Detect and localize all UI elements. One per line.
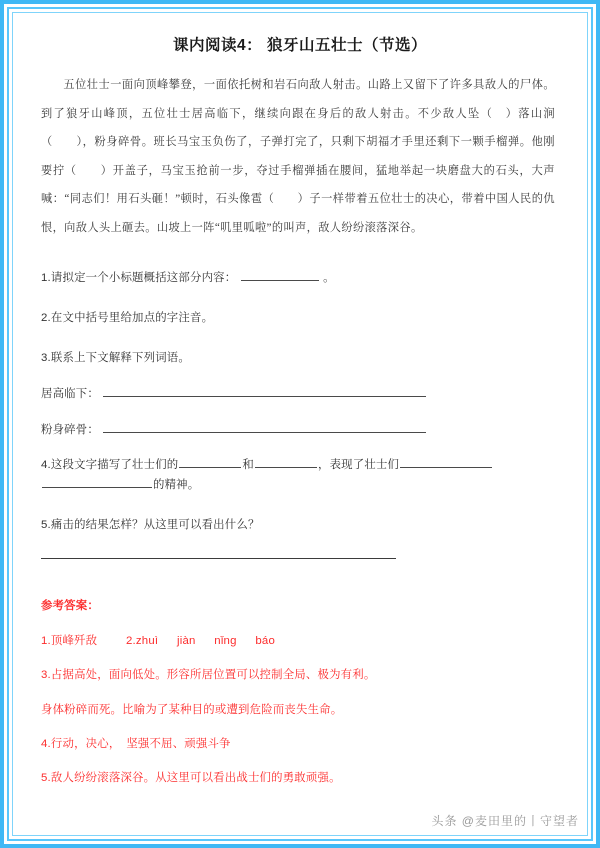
watermark-credit: 头条 @麦田里的丨守望者 <box>431 814 579 828</box>
answer-key-section <box>41 597 559 788</box>
vocabulary-term-2-blank[interactable] <box>103 420 426 433</box>
question-1-text: 1.请拟定一个小标题概括这部分内容： <box>41 272 237 285</box>
questions-section <box>41 268 559 559</box>
answer-key-heading: 参考答案： <box>41 599 99 612</box>
answer-2-pinyin-2: jiàn <box>177 635 196 648</box>
answer-2-pinyin-4: báo <box>255 635 275 648</box>
question-5-text: 5.痛击的结果怎样？从这里可以看出什么？ <box>41 519 260 532</box>
answer-2-pinyin-1: 2.zhuì <box>126 635 159 648</box>
question-4-text-part-3: ，表现了壮士们 <box>318 459 400 472</box>
answer-row-3-line-1: 3.占据高处，面向低处。形容所居位置可以控制全局、极为有利。 <box>41 669 376 682</box>
vocabulary-term-1 <box>41 384 559 404</box>
question-4 <box>41 455 559 495</box>
question-4-blank-2[interactable] <box>255 455 317 468</box>
question-4-text-part-1: 4.这段文字描写了壮士们的 <box>41 459 179 472</box>
question-5 <box>41 516 559 559</box>
vocabulary-term-1-blank[interactable] <box>103 384 426 397</box>
answer-2-pinyin-3: nǐng <box>214 635 237 648</box>
question-4-blank-4[interactable] <box>42 475 152 488</box>
question-2 <box>41 309 559 328</box>
question-4-text-part-2: 和 <box>242 459 254 472</box>
answer-row-5: 5.敌人纷纷滚落深谷。从这里可以看出战士们的勇敢顽强。 <box>41 772 341 785</box>
question-3-text: 3.联系上下文解释下列词语。 <box>41 352 190 364</box>
question-2-text: 2.在文中括号里给加点的字注音。 <box>41 312 214 325</box>
question-3 <box>41 349 559 368</box>
document-sheet <box>12 12 588 836</box>
question-4-text-part-4: 的精神。 <box>153 479 200 492</box>
question-4-blank-1[interactable] <box>179 455 241 468</box>
vocabulary-term-2 <box>41 420 559 440</box>
question-4-blank-3[interactable] <box>400 455 492 468</box>
answer-row-3-line-2: 身体粉碎而死。比喻为了某种目的或遭到危险而丧失生命。 <box>41 703 343 716</box>
question-1 <box>41 268 559 288</box>
vocabulary-term-1-label: 居高临下： <box>41 387 99 400</box>
question-1-period: 。 <box>323 272 335 285</box>
page-title: 课内阅读4： 狼牙山五壮士（节选） <box>173 37 427 54</box>
page-frame-inner-border <box>7 7 593 841</box>
answer-1-text: 1.顶峰歼敌 <box>41 635 98 648</box>
question-1-blank[interactable] <box>241 268 319 281</box>
answer-row-1 <box>41 632 559 650</box>
reading-passage: 五位壮士一面向顶峰攀登，一面依托树和岩石向敌人射击。山路上又留下了许多具敌人的尸体。到了狼牙山峰顶，五位壮士居高临下，继续向跟在身后的敌人射击。不少敌人坠（ ）落山涧（ ），粉身碎骨。班长马宝玉负伤了，子弹打完了，只剩下胡福才手里还剩下一颗手榴弹。他刚要拧（ ）开盖子，马宝玉抢前一步，夺过手榴弹插在腰间，猛地举起一块磨盘大的石头，大声喊：“同志们！用石头砸！”顿时，石头像雹（ ）子一样带着五位壮士的决心，带着中国人民的仇恨，向敌人头上砸去。山坡上一阵“叽里呱啦”的叫声，敌人纷纷滚落深谷。 <box>41 79 555 234</box>
question-5-answer-line[interactable] <box>41 557 396 559</box>
vocabulary-term-2-label: 粉身碎骨： <box>41 423 99 436</box>
answer-row-4: 4.行动，决心， 坚强不屈、顽强斗争 <box>41 737 231 750</box>
